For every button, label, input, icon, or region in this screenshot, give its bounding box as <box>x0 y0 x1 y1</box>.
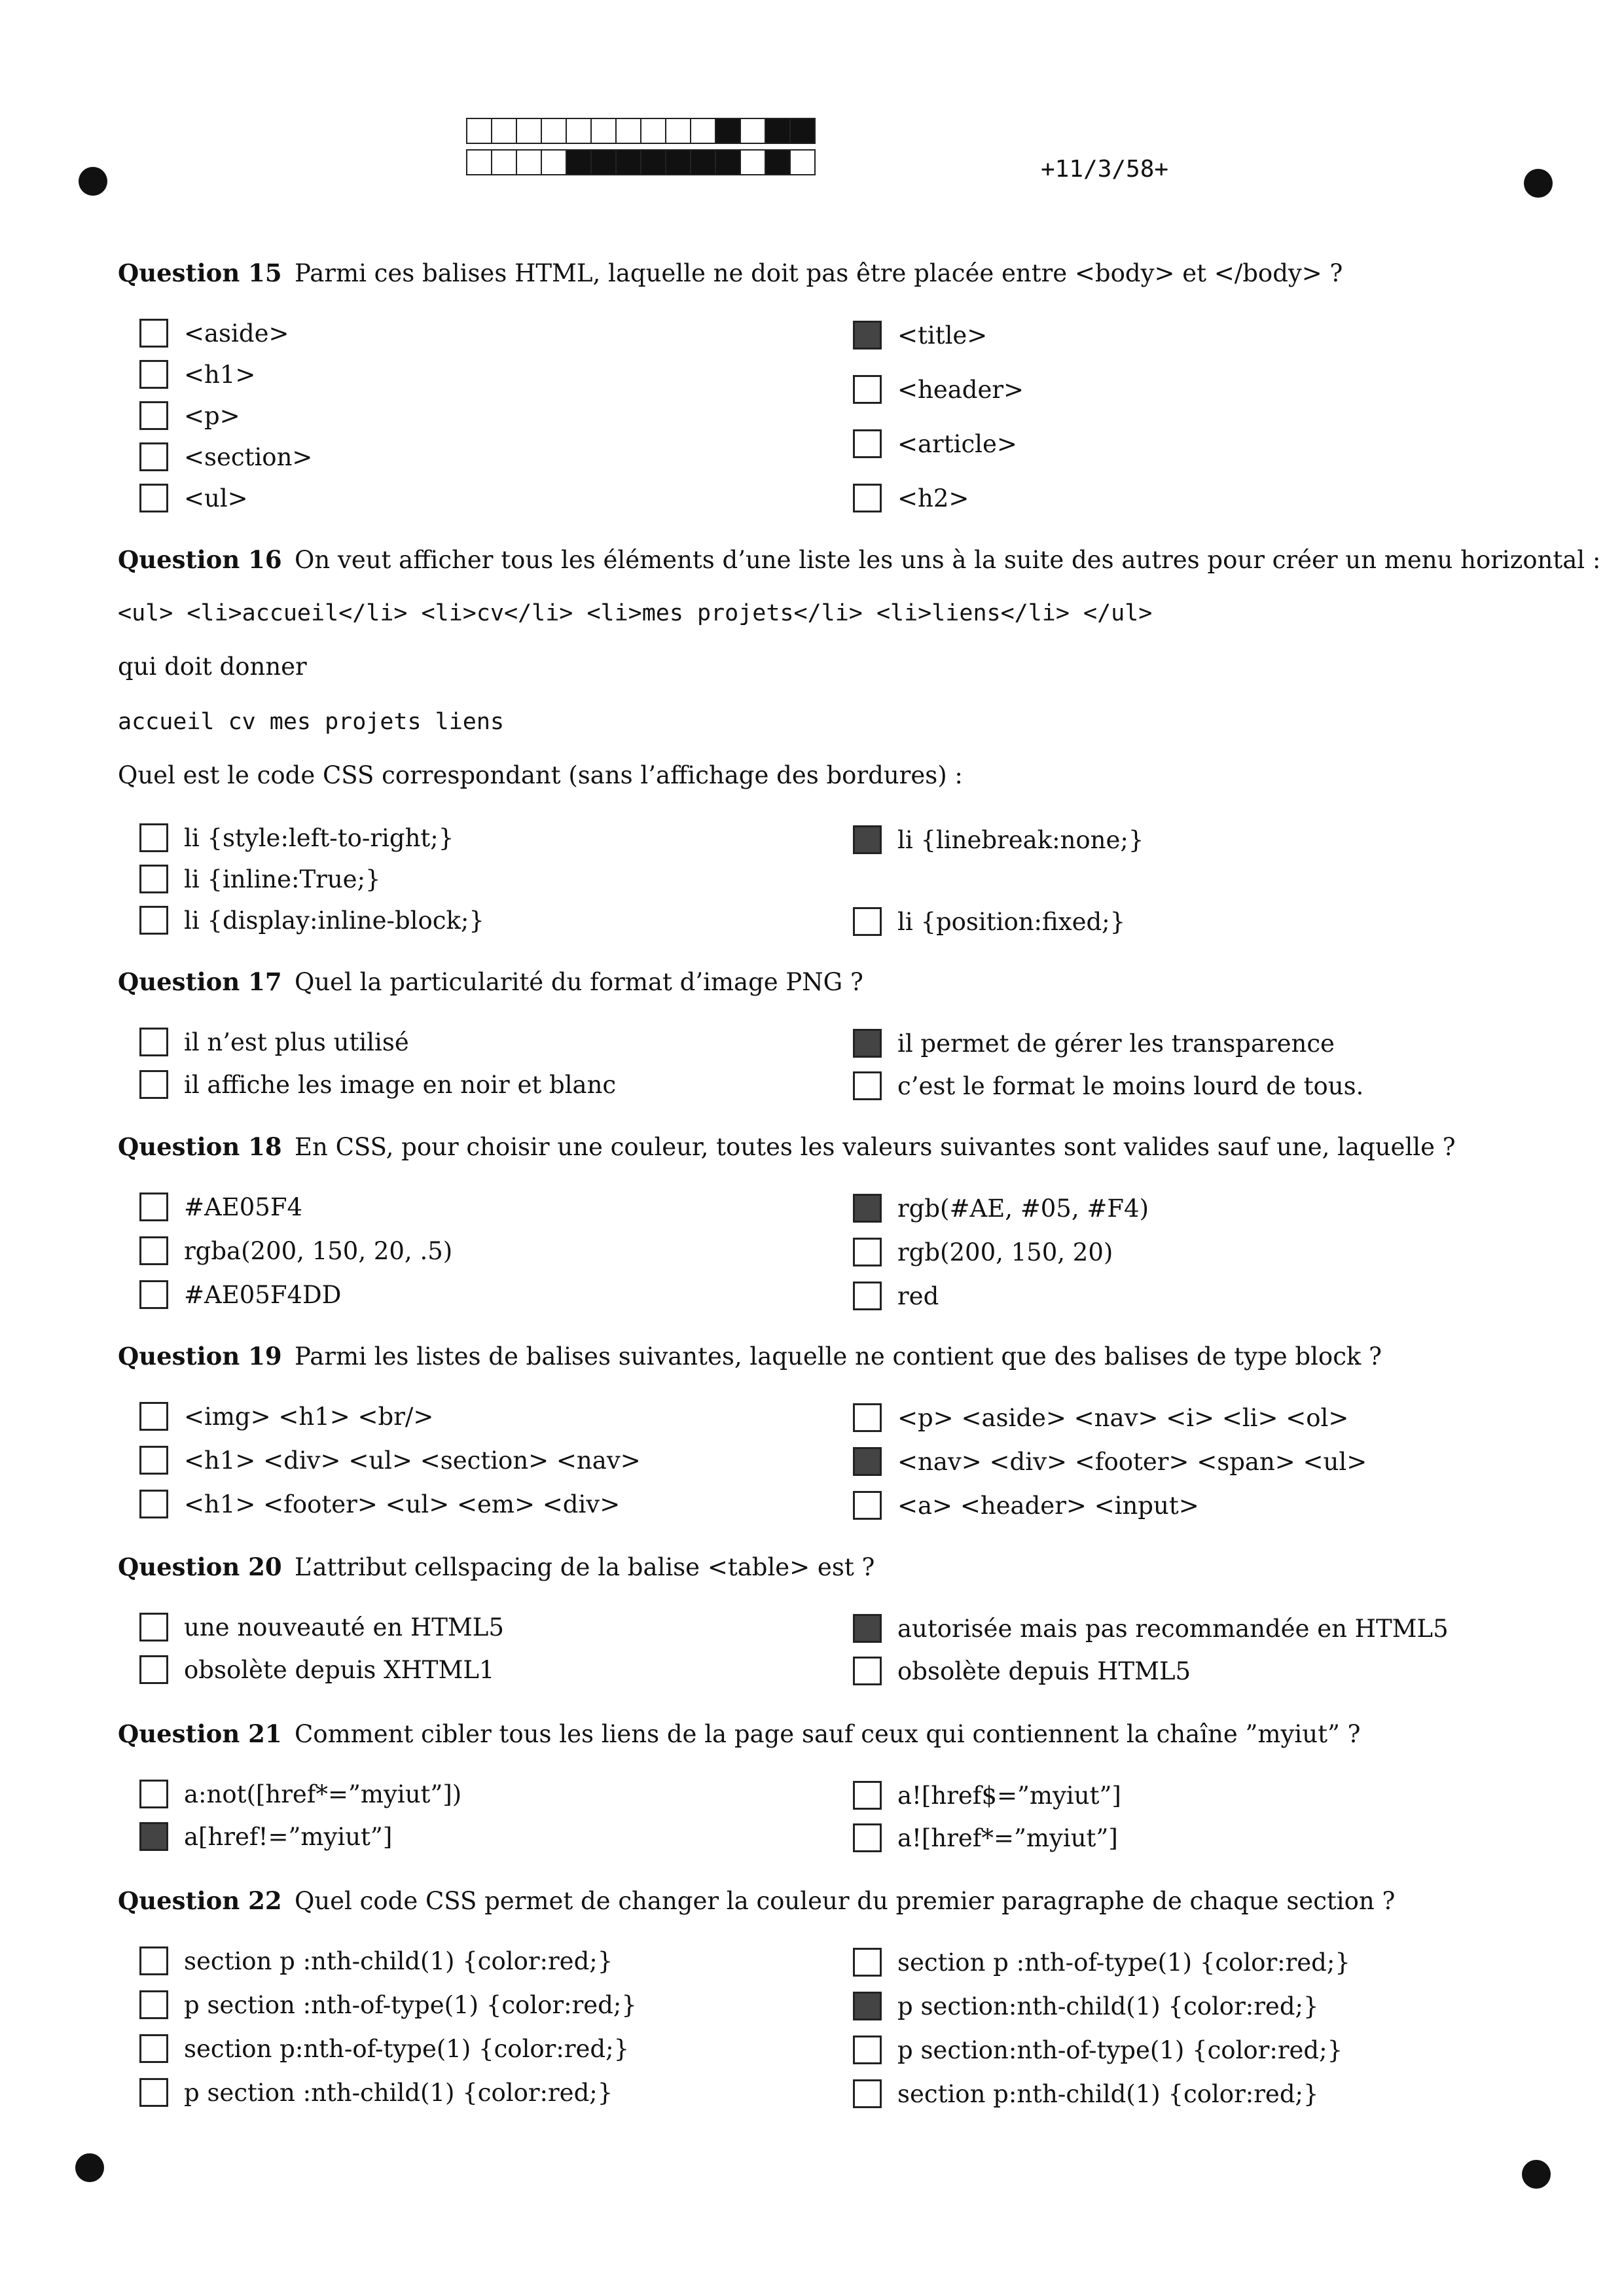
option-checkbox[interactable] <box>853 1071 1363 1100</box>
option-label: <h2> <box>897 484 969 512</box>
checkbox[interactable] <box>139 1280 168 1309</box>
option-checkbox[interactable] <box>853 907 1125 936</box>
option-label: li {style:left-to-right;} <box>184 823 454 852</box>
option-label: il permet de gérer les transparence <box>897 1029 1335 1058</box>
checkbox[interactable] <box>139 823 168 852</box>
option-label: rgba(200, 150, 20, .5) <box>184 1236 453 1265</box>
question-label: Question 22 <box>118 1886 282 1915</box>
code-snippet: <ul> <li>accueil</li> <li>cv</li> <li>mes projets</li> <li>liens</li> </ul> <box>118 600 1153 626</box>
option-checkbox[interactable] <box>139 1613 504 1641</box>
option-label: <h1> <box>184 360 256 389</box>
checkbox[interactable] <box>853 1029 882 1058</box>
code-output: accueil cv mes projets liens <box>118 709 505 735</box>
option-checkbox[interactable] <box>139 401 240 430</box>
id-grid-cell <box>765 149 791 175</box>
id-grid-cell <box>541 149 567 175</box>
option-checkbox[interactable] <box>139 360 255 389</box>
option-label: #AE05F4DD <box>184 1280 342 1309</box>
id-grid-cell <box>789 149 816 175</box>
option-label: section p :nth-of-type(1) {color:red;} <box>897 1948 1350 1977</box>
id-grid-cell <box>690 149 716 175</box>
option-label: <article> <box>897 429 1017 458</box>
checkbox[interactable] <box>853 1491 882 1520</box>
option-checkbox[interactable] <box>853 1282 939 1310</box>
checkbox[interactable] <box>853 1614 882 1643</box>
option-label: li {position:fixed;} <box>897 907 1126 936</box>
checkbox[interactable] <box>139 401 168 430</box>
checkbox[interactable] <box>139 442 168 471</box>
question-label: Question 17 <box>118 967 282 996</box>
id-grid-cell <box>466 149 492 175</box>
id-grid-cell <box>466 118 492 144</box>
checkbox[interactable] <box>853 1238 882 1266</box>
registration-mark-top-right <box>1524 169 1553 198</box>
id-grid-cell <box>789 118 816 144</box>
option-label: <a> <header> <input> <box>897 1491 1199 1520</box>
option-label: li {linebreak:none;} <box>897 825 1144 854</box>
option-label: <p> <box>184 401 240 430</box>
checkbox[interactable] <box>139 1402 168 1431</box>
id-grid-cell <box>740 149 766 175</box>
option-label: li {display:inline-block;} <box>184 906 484 935</box>
option-checkbox[interactable] <box>853 2079 1319 2108</box>
option-label: p section:nth-child(1) {color:red;} <box>897 1992 1319 2020</box>
question-label: Question 15 <box>118 259 282 287</box>
option-checkbox[interactable] <box>853 375 1024 404</box>
checkbox[interactable] <box>853 825 882 854</box>
option-label: rgb(200, 150, 20) <box>897 1238 1113 1266</box>
checkbox[interactable] <box>853 1071 882 1100</box>
option-checkbox[interactable] <box>853 1657 1191 1685</box>
option-label: red <box>897 1282 939 1310</box>
option-checkbox[interactable] <box>853 1491 1199 1520</box>
option-checkbox[interactable] <box>853 1238 1113 1266</box>
option-label: obsolète depuis XHTML1 <box>184 1655 495 1684</box>
option-checkbox[interactable] <box>139 865 381 893</box>
checkbox[interactable] <box>139 1236 168 1265</box>
checkbox[interactable] <box>853 429 882 458</box>
option-checkbox[interactable] <box>853 1823 1118 1852</box>
question-text: Quel la particularité du format d’image PNG ? <box>295 968 863 996</box>
question-label: Question 19 <box>118 1342 282 1371</box>
id-grid-cell <box>640 149 666 175</box>
checkbox[interactable] <box>139 1070 168 1099</box>
option-checkbox[interactable] <box>139 2078 613 2107</box>
option-label: p section :nth-of-type(1) {color:red;} <box>184 1990 637 2019</box>
checkbox[interactable] <box>853 484 882 512</box>
option-checkbox[interactable] <box>139 1402 433 1431</box>
option-label: <section> <box>184 442 313 471</box>
option-label: <h1> <div> <ul> <section> <nav> <box>184 1446 641 1475</box>
option-label: a![href$=”myiut”] <box>897 1781 1121 1810</box>
option-label: <aside> <box>184 319 289 348</box>
id-grid-cell <box>640 118 666 144</box>
option-checkbox[interactable] <box>853 825 1144 854</box>
option-label: a![href*=”myiut”] <box>897 1823 1118 1852</box>
option-checkbox[interactable] <box>139 484 248 512</box>
option-label: <title> <box>897 321 988 350</box>
question-text-line: Quel est le code CSS correspondant (sans l’affichage des bordures) : <box>118 761 963 789</box>
id-grid-cell <box>665 118 691 144</box>
id-grid-cell <box>740 118 766 144</box>
checkbox[interactable] <box>139 1028 168 1056</box>
id-grid-cell <box>590 149 617 175</box>
checkbox[interactable] <box>139 360 168 389</box>
checkbox[interactable] <box>853 321 882 350</box>
option-checkbox[interactable] <box>139 1655 494 1684</box>
id-grid-cell <box>516 118 542 144</box>
question-text: Quel code CSS permet de changer la couleur du premier paragraphe de chaque section ? <box>295 1887 1396 1915</box>
checkbox[interactable] <box>853 375 882 404</box>
id-grid-cell <box>491 118 517 144</box>
id-grid-cell <box>516 149 542 175</box>
option-checkbox[interactable] <box>139 823 454 852</box>
checkbox[interactable] <box>139 1655 168 1684</box>
option-label: section p :nth-child(1) {color:red;} <box>184 1946 613 1975</box>
option-checkbox[interactable] <box>853 1447 1367 1476</box>
question-label: Question 21 <box>118 1719 282 1748</box>
id-grid-cell <box>590 118 617 144</box>
option-label: <ul> <box>184 484 248 512</box>
page-code: +11/3/58+ <box>1041 156 1169 183</box>
question-text: L’attribut cellspacing de la balise <table> est ? <box>295 1553 875 1581</box>
option-checkbox[interactable] <box>139 1446 641 1475</box>
question-text-line: qui doit donner <box>118 653 307 681</box>
option-label: autorisée mais pas recommandée en HTML5 <box>897 1614 1449 1643</box>
checkbox[interactable] <box>853 2079 882 2108</box>
option-checkbox[interactable] <box>139 1490 620 1518</box>
checkbox[interactable] <box>139 1946 168 1975</box>
option-checkbox[interactable] <box>139 1070 616 1099</box>
option-label: li {inline:True;} <box>184 865 381 893</box>
id-grid-cell <box>566 149 592 175</box>
checkbox[interactable] <box>853 1657 882 1685</box>
checkbox[interactable] <box>139 1990 168 2019</box>
checkbox[interactable] <box>853 1403 882 1432</box>
id-code-grid-row-1 <box>466 118 814 144</box>
option-label: il n’est plus utilisé <box>184 1028 409 1056</box>
option-label: p section:nth-of-type(1) {color:red;} <box>897 2036 1343 2064</box>
option-checkbox[interactable] <box>139 1236 452 1265</box>
option-label: <p> <aside> <nav> <i> <li> <ol> <box>897 1403 1349 1432</box>
option-label: obsolète depuis HTML5 <box>897 1657 1191 1685</box>
option-checkbox[interactable] <box>139 1780 461 1808</box>
id-grid-cell <box>491 149 517 175</box>
question-text: On veut afficher tous les éléments d’une liste les uns à la suite des autres pour créer un menu horizontal : <box>295 546 1601 574</box>
question-text: Comment cibler tous les liens de la page sauf ceux qui contiennent la chaîne ”myiut” ? <box>295 1720 1361 1748</box>
option-checkbox[interactable] <box>139 442 312 471</box>
option-label: a[href!=”myiut”] <box>184 1822 393 1851</box>
option-label: c’est le format le moins lourd de tous. <box>897 1071 1364 1100</box>
checkbox[interactable] <box>853 1992 882 2020</box>
id-grid-cell <box>566 118 592 144</box>
option-checkbox[interactable] <box>853 429 1017 458</box>
option-checkbox[interactable] <box>139 906 484 935</box>
id-grid-cell <box>715 118 741 144</box>
option-checkbox[interactable] <box>139 1822 392 1851</box>
checkbox[interactable] <box>853 1282 882 1310</box>
option-checkbox[interactable] <box>853 1403 1348 1432</box>
id-grid-cell <box>715 149 741 175</box>
option-checkbox[interactable] <box>139 1280 341 1309</box>
checkbox[interactable] <box>853 1823 882 1852</box>
option-label: <img> <h1> <br/> <box>184 1402 434 1431</box>
option-label: une nouveauté en HTML5 <box>184 1613 504 1641</box>
option-label: <nav> <div> <footer> <span> <ul> <box>897 1447 1367 1476</box>
option-label: #AE05F4 <box>184 1193 303 1221</box>
checkbox[interactable] <box>139 1490 168 1518</box>
id-code-grid-row-2 <box>466 149 814 175</box>
checkbox[interactable] <box>139 906 168 935</box>
option-label: section p:nth-child(1) {color:red;} <box>897 2079 1319 2108</box>
option-label: a:not([href*=”myiut”]) <box>184 1780 462 1808</box>
checkbox[interactable] <box>853 1948 882 1977</box>
checkbox[interactable] <box>853 1781 882 1810</box>
checkbox[interactable] <box>139 1193 168 1221</box>
checkbox[interactable] <box>853 907 882 936</box>
id-grid-cell <box>665 149 691 175</box>
option-checkbox[interactable] <box>853 1948 1350 1977</box>
checkbox[interactable] <box>139 1822 168 1851</box>
checkbox[interactable] <box>853 1194 882 1223</box>
registration-mark-bottom-left <box>75 2153 104 2182</box>
option-label: <h1> <footer> <ul> <em> <div> <box>184 1490 621 1518</box>
option-checkbox[interactable] <box>853 321 987 350</box>
id-grid-cell <box>765 118 791 144</box>
question-text: En CSS, pour choisir une couleur, toutes les valeurs suivantes sont valides sauf une, laquelle ? <box>295 1133 1456 1161</box>
option-checkbox[interactable] <box>853 1614 1449 1643</box>
option-checkbox[interactable] <box>139 1990 637 2019</box>
option-label: <header> <box>897 375 1024 404</box>
id-grid-cell <box>541 118 567 144</box>
question-label: Question 18 <box>118 1132 282 1161</box>
option-checkbox[interactable] <box>139 1193 302 1221</box>
checkbox[interactable] <box>853 1447 882 1476</box>
checkbox[interactable] <box>139 1446 168 1475</box>
option-checkbox[interactable] <box>853 2036 1343 2064</box>
question-text: Parmi ces balises HTML, laquelle ne doit pas être placée entre <body> et </body> ? <box>295 259 1343 287</box>
option-checkbox[interactable] <box>853 1029 1335 1058</box>
id-grid-cell <box>615 118 641 144</box>
id-grid-cell <box>615 149 641 175</box>
question-text: Parmi les listes de balises suivantes, laquelle ne contient que des balises de type block ? <box>295 1342 1382 1371</box>
option-label: section p:nth-of-type(1) {color:red;} <box>184 2034 630 2063</box>
registration-mark-bottom-right <box>1522 2160 1551 2189</box>
option-label: rgb(#AE, #05, #F4) <box>897 1194 1149 1223</box>
question-label: Question 16 <box>118 545 282 574</box>
option-checkbox[interactable] <box>853 1992 1319 2020</box>
checkbox[interactable] <box>139 484 168 512</box>
checkbox[interactable] <box>139 2034 168 2063</box>
option-checkbox[interactable] <box>853 1781 1121 1810</box>
checkbox[interactable] <box>139 319 168 348</box>
question-label: Question 20 <box>118 1552 282 1581</box>
option-label: il affiche les image en noir et blanc <box>184 1070 617 1099</box>
option-checkbox[interactable] <box>139 1946 613 1975</box>
checkbox[interactable] <box>139 865 168 893</box>
checkbox[interactable] <box>139 2078 168 2107</box>
option-checkbox[interactable] <box>139 1028 409 1056</box>
option-checkbox[interactable] <box>139 319 289 348</box>
option-checkbox[interactable] <box>853 484 969 512</box>
option-checkbox[interactable] <box>853 1194 1149 1223</box>
option-checkbox[interactable] <box>139 2034 629 2063</box>
checkbox[interactable] <box>139 1613 168 1641</box>
checkbox[interactable] <box>139 1780 168 1808</box>
option-label: p section :nth-child(1) {color:red;} <box>184 2078 613 2107</box>
checkbox[interactable] <box>853 2036 882 2064</box>
registration-mark-top-left <box>79 167 107 196</box>
id-grid-cell <box>690 118 716 144</box>
